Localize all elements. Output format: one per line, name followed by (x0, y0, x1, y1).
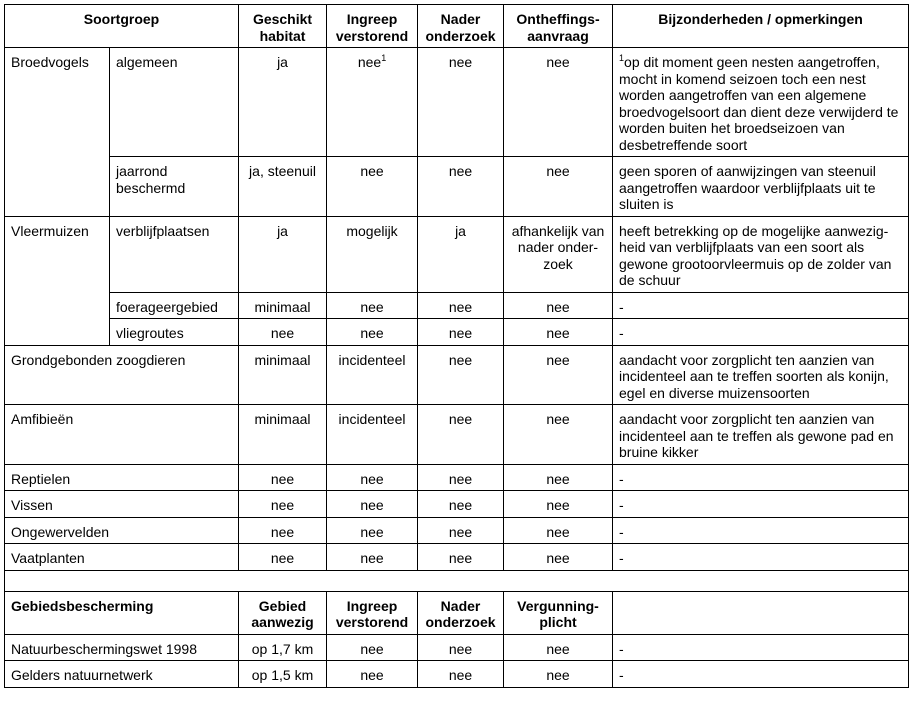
subgroup-cell: jaarrond beschermd (110, 157, 239, 217)
note-cell: - (613, 319, 909, 346)
header-ingreep-verstorend: Ingreep verstorend (327, 5, 418, 48)
species-protection-table (4, 4, 909, 688)
table-row (5, 157, 909, 217)
group-cell: Reptielen (5, 464, 239, 491)
note-cell: - (613, 544, 909, 571)
ingreep-cell: nee (327, 157, 418, 217)
note-cell: aandacht voor zorgplicht ten aanzien van incidenteel aan te treffen als gewone pad en bruine kikker (613, 405, 909, 465)
nader-cell: nee (418, 661, 504, 688)
ingreep-cell: nee (327, 491, 418, 518)
header-geschikt-habitat: Geschikt habitat (239, 5, 327, 48)
habitat-cell: minimaal (239, 292, 327, 319)
spacer-row (5, 570, 909, 591)
group-cell: Broedvogels (5, 48, 110, 217)
subgroup-cell: verblijfplaatsen (110, 216, 239, 292)
habitat-cell: minimaal (239, 405, 327, 465)
nader-cell: nee (418, 405, 504, 465)
habitat-cell: ja (239, 216, 327, 292)
habitat-cell: nee (239, 517, 327, 544)
note-cell: - (613, 661, 909, 688)
note-cell: aandacht voor zorgplicht ten aanzien van incidenteel aan te treffen soorten als konijn, egel en diverse muizensoorten (613, 345, 909, 405)
ontheffing-cell: nee (504, 517, 613, 544)
group-cell: Grondgebonden zoogdieren (5, 345, 239, 405)
table-row (5, 319, 909, 346)
table-row (5, 544, 909, 571)
header-ontheffingsaanvraag: Ontheffings-aanvraag (504, 5, 613, 48)
habitat-cell: nee (239, 544, 327, 571)
nader-cell: nee (418, 48, 504, 157)
ontheffing-cell: nee (504, 319, 613, 346)
table-row (5, 345, 909, 405)
nader-cell: nee (418, 345, 504, 405)
header-ingreep-verstorend: Ingreep verstorend (327, 591, 418, 634)
ontheffing-cell: nee (504, 292, 613, 319)
header-gebiedsbescherming: Gebiedsbescherming (5, 591, 239, 634)
table-row (5, 517, 909, 544)
spacer-cell (5, 570, 909, 591)
table-row (5, 292, 909, 319)
gebied-header-row (5, 591, 909, 634)
subgroup-cell: foerageergebied (110, 292, 239, 319)
note-cell: geen sporen of aanwijzingen van steenuil aangetroffen waardoor verblijfplaats uit te sluiten is (613, 157, 909, 217)
vergunning-cell: nee (504, 661, 613, 688)
table-row (5, 661, 909, 688)
nader-cell: nee (418, 544, 504, 571)
note-cell: - (613, 464, 909, 491)
vergunning-cell: nee (504, 634, 613, 661)
ontheffing-cell: nee (504, 491, 613, 518)
ingreep-cell: incidenteel (327, 345, 418, 405)
table-row (5, 405, 909, 465)
ingreep-cell (327, 48, 418, 157)
note-cell (613, 48, 909, 157)
ontheffing-cell: nee (504, 345, 613, 405)
habitat-cell: minimaal (239, 345, 327, 405)
table-row (5, 634, 909, 661)
habitat-cell: ja (239, 48, 327, 157)
table-row (5, 216, 909, 292)
habitat-cell: ja, steenuil (239, 157, 327, 217)
ingreep-cell: nee (327, 634, 418, 661)
nader-cell: nee (418, 464, 504, 491)
nader-cell: nee (418, 634, 504, 661)
group-cell: Vaatplanten (5, 544, 239, 571)
nader-cell: nee (418, 292, 504, 319)
note-cell: - (613, 517, 909, 544)
aanwezig-cell: op 1,7 km (239, 634, 327, 661)
ingreep-cell: nee (327, 319, 418, 346)
gebied-name-cell: Natuurbeschermingswet 1998 (5, 634, 239, 661)
note-cell: - (613, 634, 909, 661)
subgroup-cell: algemeen (110, 48, 239, 157)
ontheffing-cell: nee (504, 405, 613, 465)
group-cell: Amfibieën (5, 405, 239, 465)
footnote-marker: 1 (619, 53, 625, 63)
group-cell: Ongewervelden (5, 517, 239, 544)
header-soortgroep: Soortgroep (5, 5, 239, 48)
ontheffing-cell: afhankelijk van nader onder-zoek (504, 216, 613, 292)
ingreep-cell: nee (327, 292, 418, 319)
note-cell: - (613, 292, 909, 319)
header-vergunningplicht: Vergunning-plicht (504, 591, 613, 634)
nader-cell: ja (418, 216, 504, 292)
ontheffing-cell: nee (504, 157, 613, 217)
header-empty (613, 591, 909, 634)
ontheffing-cell: nee (504, 48, 613, 157)
subgroup-cell: vliegroutes (110, 319, 239, 346)
table-row (5, 491, 909, 518)
ingreep-cell: nee (327, 661, 418, 688)
nader-cell: nee (418, 491, 504, 518)
ingreep-cell: nee (327, 517, 418, 544)
nader-cell: nee (418, 157, 504, 217)
ontheffing-cell: nee (504, 544, 613, 571)
gebied-name-cell: Gelders natuurnetwerk (5, 661, 239, 688)
ingreep-value: nee (357, 54, 382, 70)
ingreep-cell: incidenteel (327, 405, 418, 465)
header-nader-onderzoek: Nader onderzoek (418, 5, 504, 48)
table-row (5, 48, 909, 157)
table-header-row (5, 5, 909, 48)
aanwezig-cell: op 1,5 km (239, 661, 327, 688)
group-cell: Vissen (5, 491, 239, 518)
ontheffing-cell: nee (504, 464, 613, 491)
header-gebied-aanwezig: Gebied aanwezig (239, 591, 327, 634)
habitat-cell: nee (239, 464, 327, 491)
ingreep-cell: nee (327, 544, 418, 571)
nader-cell: nee (418, 319, 504, 346)
note-text: op dit moment geen nesten aangetroffen, mocht in komend seizoen toch een nest worden aangetroffen van een algemene broedvogelsoort dan dient deze verwijderd te worden buiten het broedseizoen van desbetreffende soort (619, 54, 899, 153)
footnote-marker: 1 (381, 53, 387, 63)
habitat-cell: nee (239, 319, 327, 346)
ingreep-cell: mogelijk (327, 216, 418, 292)
header-nader-onderzoek: Nader onderzoek (418, 591, 504, 634)
header-bijzonderheden: Bijzonderheden / opmerkingen (613, 5, 909, 48)
ingreep-cell: nee (327, 464, 418, 491)
nader-cell: nee (418, 517, 504, 544)
table-row (5, 464, 909, 491)
note-cell: heeft betrekking op de mogelijke aanwezig-heid van verblijfplaats van een soort als gewone grootoorvleermuis op de zolder van de schuur (613, 216, 909, 292)
note-cell: - (613, 491, 909, 518)
group-cell: Vleermuizen (5, 216, 110, 345)
habitat-cell: nee (239, 491, 327, 518)
